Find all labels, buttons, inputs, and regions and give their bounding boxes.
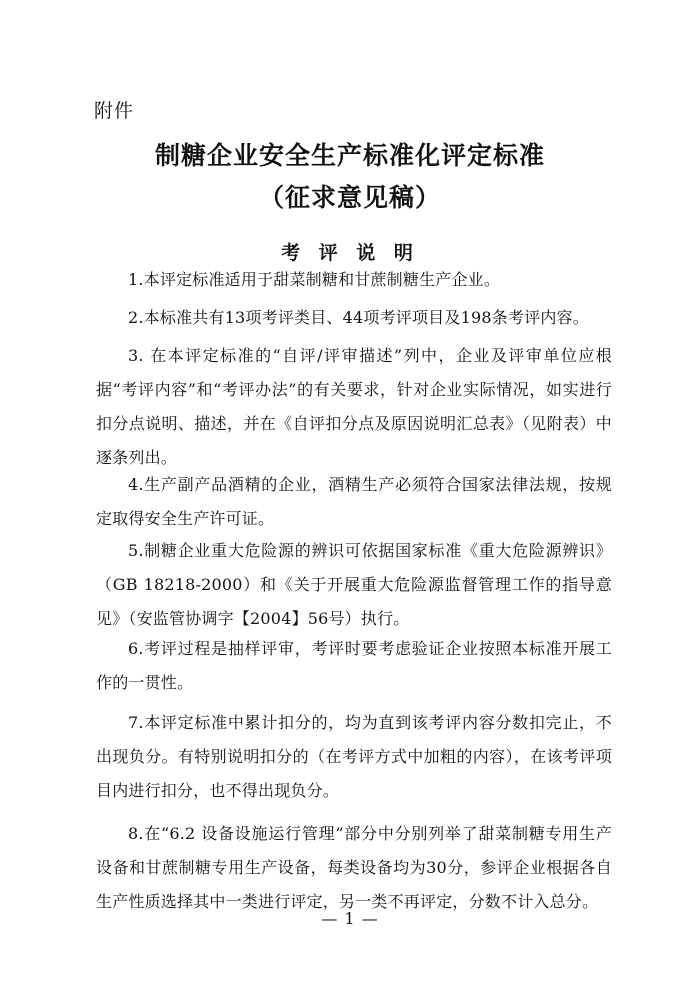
paragraph-1: 1.本评定标准适用于甜菜制糖和甘蔗制糖生产企业。 <box>128 270 501 289</box>
paragraph-8: 8.在“6.2 设备设施运行管理”部分中分别列举了甜菜制糖专用生产设备和甘蔗制糖专用生产设备，每类设备均为30分，参评企业根据各自生产性质选择其中一类进行评定，另一类不再评定，分数不计入总分。 <box>96 824 612 911</box>
paragraph-4: 4.生产副产品酒精的企业，酒精生产必须符合国家法律法规，按规定取得安全生产许可证。 <box>96 475 612 528</box>
paragraph-2: 2.本标准共有13项考评类目、44项考评项目及198条考评内容。 <box>128 308 589 327</box>
paragraph-7: 7.本评定标准中累计扣分的，均为直到该考评内容分数扣完止，不出现负分。有特别说明扣分的（在考评方式中加粗的内容），在该考评项目内进行扣分，也不得出现负分。 <box>96 713 612 800</box>
page-number: — 1 — <box>321 909 379 928</box>
paragraph-5: 5.制糖企业重大危险源的辨识可依据国家标准《重大危险源辨识》（GB 18218-2000）和《关于开展重大危险源监督管理工作的指导意见》（安监管协调字【2004】56号）执行。 <box>96 541 612 628</box>
paragraph-3: 3. 在本评定标准的“自评/评审描述”列中，企业及评审单位应根据“考评内容”和“考评办法”的有关要求，针对企业实际情况，如实进行扣分点说明、描述，并在《自评扣分点及原因说明汇总表》（见附表）中逐条列出。 <box>96 346 612 467</box>
paragraph-6: 6.考评过程是抽样评审，考评时要考虑验证企业按照本标准开展工作的一贯性。 <box>96 639 612 692</box>
attachment-label: 附件 <box>94 100 135 122</box>
document-subtitle: （征求意见稿） <box>258 183 441 212</box>
section-heading: 考 评 说 明 <box>281 242 419 264</box>
document-title: 制糖企业安全生产标准化评定标准 <box>154 141 545 170</box>
